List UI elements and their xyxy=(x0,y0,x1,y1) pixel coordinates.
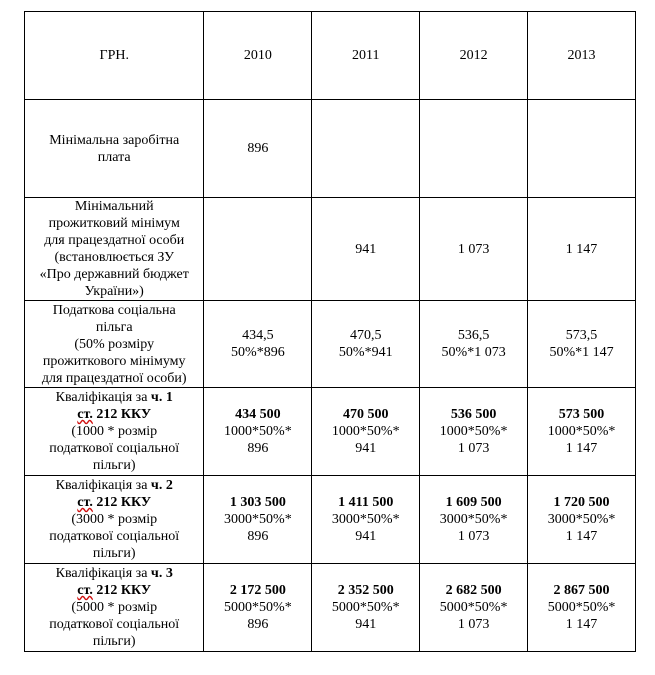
q3-2013: 2 867 500 5000*50%* 1 147 xyxy=(528,564,636,652)
min-wage-row xyxy=(25,100,636,198)
year-header-2013: 2013 xyxy=(528,12,636,100)
qualification-part1-row xyxy=(25,388,636,476)
min-wage-2012 xyxy=(420,100,528,198)
tax-table xyxy=(24,11,636,652)
q2-2012: 1 609 500 3000*50%* 1 073 xyxy=(420,476,528,564)
q3-2011: 2 352 500 5000*50%* 941 xyxy=(312,564,420,652)
min-wage-2013 xyxy=(528,100,636,198)
min-wage-2011 xyxy=(312,100,420,198)
q3-2010: 2 172 500 5000*50%* 896 xyxy=(204,564,312,652)
header-row xyxy=(25,12,636,100)
q2-2011: 1 411 500 3000*50%* 941 xyxy=(312,476,420,564)
min-wage-2010: 896 xyxy=(204,100,312,198)
subsistence-label: Мінімальний прожитковий мінімум для працездатної особи (встановлюється ЗУ «Про державний бюджет України») xyxy=(25,198,204,301)
unit-header: ГРН. xyxy=(25,12,204,100)
qualification-part3-label: Кваліфікація за ч. 3 ст. 212 ККУ (5000 * розмір податкової соціальної пільги) xyxy=(25,564,204,652)
year-header-2010: 2010 xyxy=(204,12,312,100)
min-wage-label: Мінімальна заробітна плата xyxy=(25,100,204,198)
qualification-part1-label: Кваліфікація за ч. 1 ст. 212 ККУ (1000 * розмір податкової соціальної пільги) xyxy=(25,388,204,476)
q2-2013: 1 720 500 3000*50%* 1 147 xyxy=(528,476,636,564)
q1-2011: 470 500 1000*50%* 941 xyxy=(312,388,420,476)
q1-2013: 573 500 1000*50%* 1 147 xyxy=(528,388,636,476)
relief-2010: 434,5 50%*896 xyxy=(204,301,312,388)
relief-2011: 470,5 50%*941 xyxy=(312,301,420,388)
qualification-part2-label: Кваліфікація за ч. 2 ст. 212 ККУ (3000 * розмір податкової соціальної пільги) xyxy=(25,476,204,564)
relief-row xyxy=(25,301,636,388)
subsistence-2011: 941 xyxy=(312,198,420,301)
q2-2010: 1 303 500 3000*50%* 896 xyxy=(204,476,312,564)
subsistence-row xyxy=(25,198,636,301)
q1-2010: 434 500 1000*50%* 896 xyxy=(204,388,312,476)
qualification-part3-row xyxy=(25,564,636,652)
q3-2012: 2 682 500 5000*50%* 1 073 xyxy=(420,564,528,652)
subsistence-2013: 1 147 xyxy=(528,198,636,301)
relief-label: Податкова соціальна пільга (50% розміру прожиткового мінімуму для працездатної особи) xyxy=(25,301,204,388)
subsistence-2012: 1 073 xyxy=(420,198,528,301)
year-header-2011: 2011 xyxy=(312,12,420,100)
year-header-2012: 2012 xyxy=(420,12,528,100)
qualification-part2-row xyxy=(25,476,636,564)
relief-2012: 536,5 50%*1 073 xyxy=(420,301,528,388)
subsistence-2010 xyxy=(204,198,312,301)
q1-2012: 536 500 1000*50%* 1 073 xyxy=(420,388,528,476)
relief-2013: 573,5 50%*1 147 xyxy=(528,301,636,388)
